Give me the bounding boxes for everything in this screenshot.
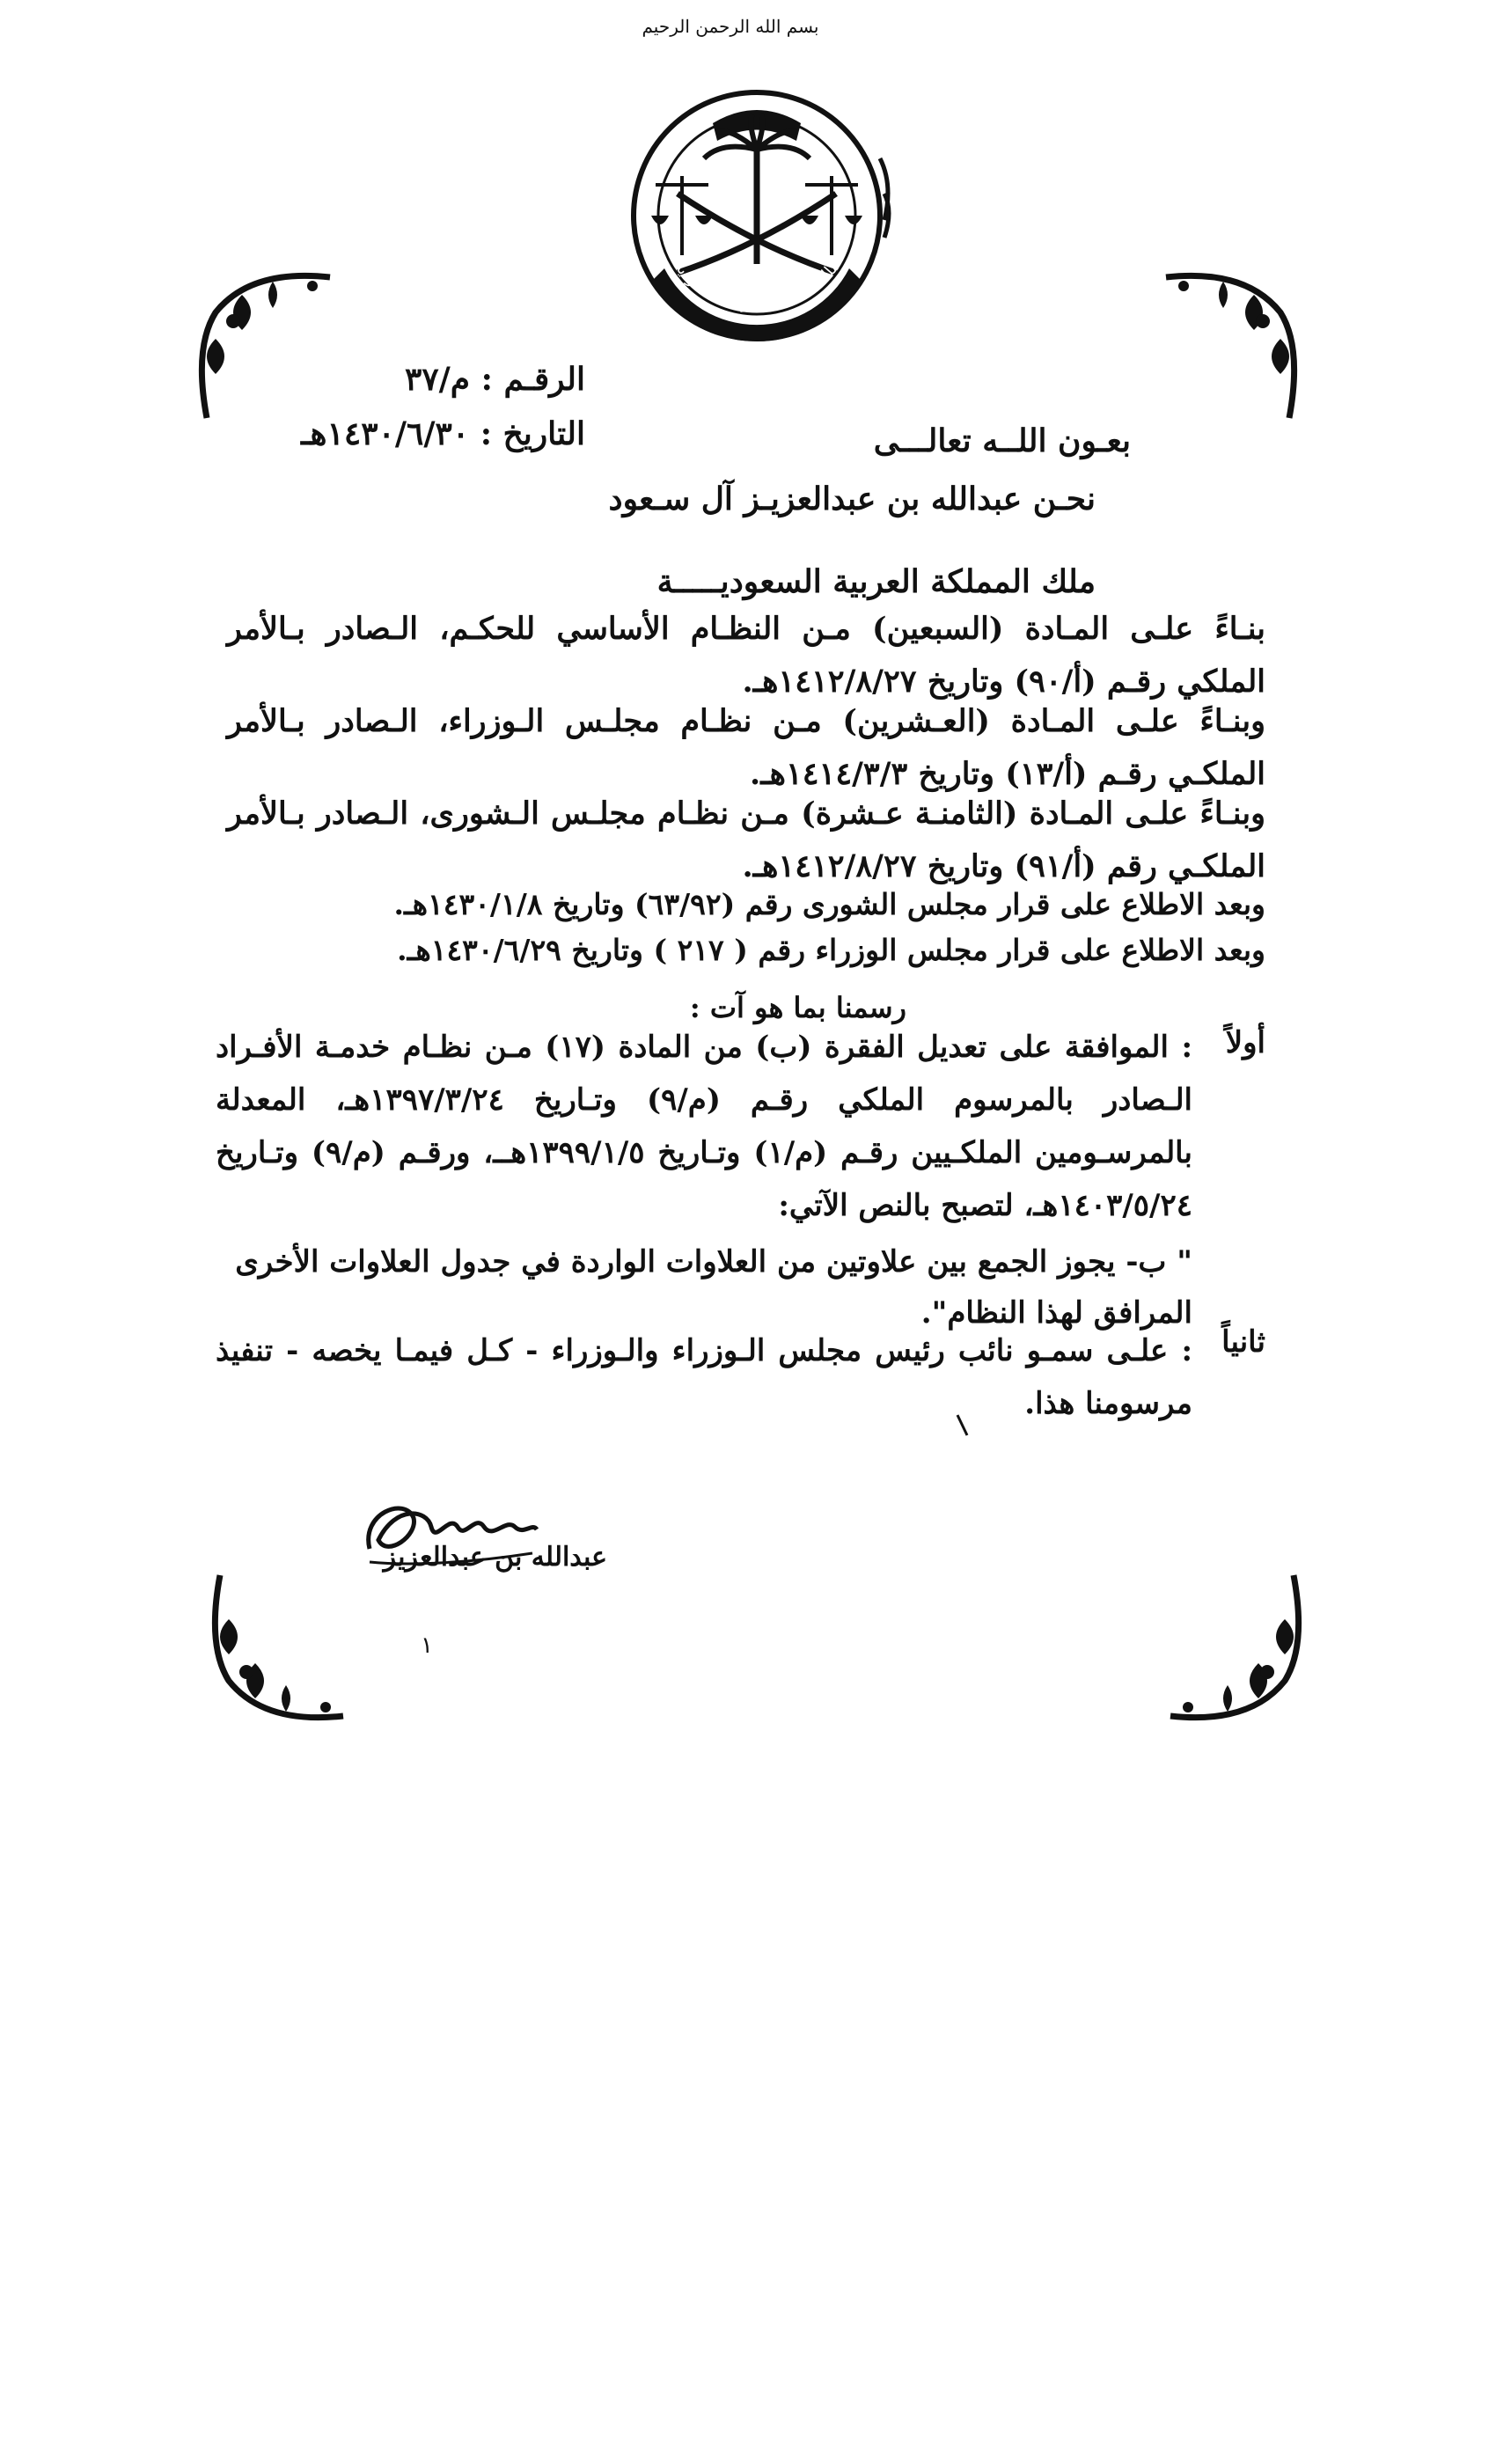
document-number: الرقـم : م/٣٧ — [404, 361, 585, 398]
item-first-text: : الموافقة على تعديل الفقرة (ب) من المادة (١٧) مـن نظـام خدمـة الأفـراد الـصادر بالمرسوم الملكي رقـم (م/٩) وتـاريخ ١٣٩٧/٣/٢٤هـ، المعدلة بالمرسـومين الملكـيين رقـم (م/١) وتـاريخ ١٣٩٩/١/٥هــ، ورقـم (م/٩) وتـاريخ ١٤٠٣/٥/٢٤هـ، لتصبح بالنص الآتي: — [216, 1030, 1193, 1223]
reference-line: وبعد الاطلاع على قرار مجلس الشورى رقم (٦٣/٩٢) وتاريخ ١٤٣٠/١/٨هـ. — [393, 887, 1265, 921]
page-number: ١ — [421, 1632, 433, 1659]
reference-line: وبعد الاطلاع على قرار مجلس الوزراء رقم ( ٢١٧ ) وتاريخ ١٤٣٠/٦/٢٩هـ. — [397, 933, 1265, 967]
preamble-paragraph: وبنـاءً علـى المـادة (الثامنـة عـشرة) مـن نظـام مجلـس الـشورى، الـصادر بـالأمر الملكـي رقم (أ/٩١) وتاريخ ١٤١٢/٨/٢٧هـ. — [227, 796, 1265, 884]
corner-ornament-top-right — [1157, 260, 1307, 427]
signatory-name: عبدالله بن عبدالعزيز — [383, 1542, 607, 1573]
item-label-first: أولاً — [1225, 1025, 1265, 1060]
item-label-second: ثانياً — [1221, 1324, 1265, 1360]
saudi-emblem-seal — [598, 62, 915, 352]
tick-mark — [955, 1412, 971, 1439]
item-second-text: : علـى سمـو نائب رئيس مجلس الـوزراء والـوزراء - كـل فيمـا يخصه - تنفيذ مرسومنا هذا. — [216, 1333, 1192, 1421]
document-date: التاريخ : ١٤٣٠/٦/٣٠هـ — [301, 415, 585, 452]
emblem-ring-text: ملك المملكة العربية السعودية — [670, 257, 844, 314]
preamble-paragraph: وبنـاءً علـى المـادة (العـشرين) مـن نظـام مجلـس الـوزراء، الـصادر بـالأمر الملكـي رقـم (أ/١٣) وتاريخ ١٤١٤/٣/٣هـ. — [227, 703, 1265, 792]
issuer-name: نحـن عبدالله بن عبدالعزيـز آل سـعود — [608, 480, 1096, 517]
basmala: بسم الله الرحمن الرحيم — [642, 16, 819, 37]
item-first-quote: " ب- يجوز الجمع بين علاوتين من العلاوات الواردة في جدول العلاوات الأخرى المرافق لهذا النظام". — [235, 1244, 1192, 1331]
issuer-title: ملك المملكة العربية السعوديـــــة — [656, 563, 1096, 600]
preamble-paragraph: بنـاءً علـى المـادة (السبعين) مـن النظـام الأساسي للحكـم، الـصادر بـالأمر الملكي رقـم (أ/٩٠) وتاريخ ١٤١٢/٨/٢٧هـ. — [227, 611, 1265, 700]
corner-ornament-bottom-left — [202, 1566, 352, 1734]
document-meta — [216, 352, 585, 461]
decree-phrase: رسمنا بما هو آت : — [689, 991, 906, 1024]
invocation: بعـون اللــه تعالـــى — [873, 422, 1131, 459]
corner-ornament-bottom-right — [1162, 1566, 1311, 1734]
